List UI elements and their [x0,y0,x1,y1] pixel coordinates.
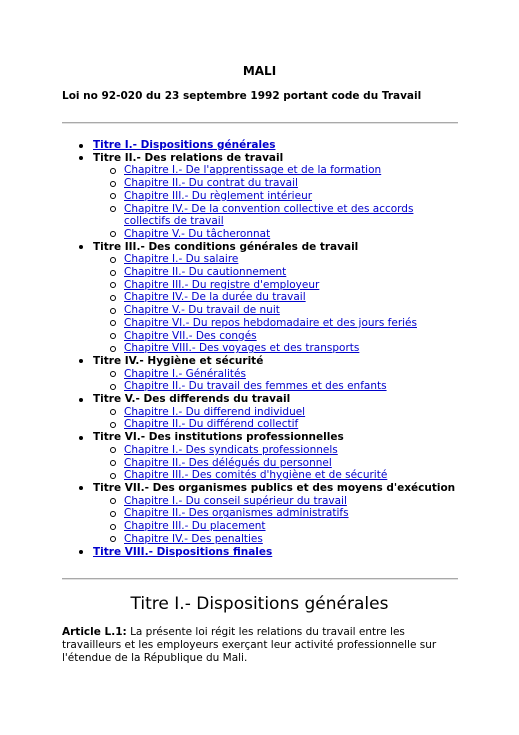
chapter-link[interactable]: Chapitre III.- Des comités d'hygiène et de sécurité [124,469,388,482]
chapter-item[interactable] [93,520,462,533]
chapter-list [93,253,462,355]
chapter-item[interactable] [93,368,462,381]
toc-titre-link[interactable]: Titre I.- Dispositions générales [93,139,276,151]
article-text: La présente loi régit les relations du travail entre les travailleurs et les employeurs exerçant leur activité professionnelle sur l'étendue de la République du Mali. [62,626,437,664]
chapter-link[interactable]: Chapitre IV.- Des penalties [124,532,263,545]
article-paragraph [62,626,462,665]
chapter-link[interactable]: Chapitre I.- Des syndicats professionnels [124,443,338,456]
toc-titre-item [62,393,462,431]
law-title: Loi no 92-020 du 23 septembre 1992 portant code du Travail [62,90,422,102]
chapter-item[interactable] [93,457,462,470]
chapter-list [93,495,462,546]
toc-titre-label: Titre V.- Des differends du travail [93,393,291,406]
toc-titre-item [62,152,462,241]
chapter-item[interactable] [93,507,462,520]
chapter-list [93,164,462,240]
toc-titre-item [62,241,462,355]
toc-titre-label: Titre VI.- Des institutions professionnelles [93,431,344,444]
chapter-link[interactable]: Chapitre II.- Des organismes administratifs [124,507,349,520]
chapter-link[interactable]: Chapitre II.- Du contrat du travail [124,177,298,190]
top-divider [62,122,458,124]
chapter-link[interactable]: Chapitre IV.- De la convention collective et des accords collectifs de travail [124,202,414,228]
chapter-item[interactable] [93,495,462,508]
toc-titre-label: Titre III.- Des conditions générales de travail [93,240,359,253]
toc-titre-item [62,355,462,393]
chapter-link[interactable]: Chapitre II.- Du cautionnement [124,266,287,279]
chapter-item[interactable] [93,304,462,317]
chapter-link[interactable]: Chapitre VIII.- Des voyages et des transports [124,342,360,355]
chapter-item[interactable] [93,380,462,393]
chapter-link[interactable]: Chapitre III.- Du placement [124,520,266,533]
chapter-link[interactable]: Chapitre II.- Du travail des femmes et des enfants [124,380,387,393]
chapter-item[interactable] [93,228,462,241]
chapter-link[interactable]: Chapitre III.- Du registre d'employeur [124,278,320,291]
chapter-list [93,368,462,393]
chapter-item[interactable] [93,418,462,431]
chapter-item[interactable] [93,342,462,355]
chapter-link[interactable]: Chapitre V.- Du tâcheronnat [124,227,271,240]
chapter-item[interactable] [93,190,462,203]
bottom-divider [62,578,458,580]
toc-titre-item [62,431,462,482]
toc-titre-link[interactable]: Titre VIII.- Dispositions finales [93,545,273,558]
toc-titre-label: Titre IV.- Hygiène et sécurité [93,354,264,367]
country-heading: MALI [242,64,277,78]
chapter-item[interactable] [93,266,462,279]
toc-titre-item[interactable] [62,139,462,152]
toc-titre-item[interactable] [62,546,462,559]
chapter-list [93,444,462,482]
chapter-item[interactable] [93,317,462,330]
toc-titre-item [62,482,462,546]
chapter-item[interactable] [93,330,462,343]
chapter-link[interactable]: Chapitre I.- Du differend individuel [124,405,306,418]
chapter-link[interactable]: Chapitre VI.- Du repos hebdomadaire et des jours feriés [124,316,417,329]
chapter-item[interactable] [93,279,462,292]
chapter-list [93,406,462,431]
chapter-link[interactable]: Chapitre III.- Du règlement intérieur [124,189,313,202]
chapter-item[interactable] [93,533,462,546]
chapter-link[interactable]: Chapitre I.- Du salaire [124,253,239,266]
chapter-link[interactable]: Chapitre II.- Du différend collectif [124,418,299,431]
chapter-item[interactable] [93,406,462,419]
toc-titre-label: Titre II.- Des relations de travail [93,151,284,164]
chapter-item[interactable] [93,469,462,482]
chapter-link[interactable]: Chapitre II.- Des délégués du personnel [124,456,332,469]
toc-titre-label: Titre VII.- Des organismes publics et des moyens d'exécution [93,481,456,494]
chapter-link[interactable]: Chapitre I.- Du conseil supérieur du travail [124,494,347,507]
chapter-item[interactable] [93,177,462,190]
chapter-link[interactable]: Chapitre IV.- De la durée du travail [124,291,306,304]
chapter-item[interactable] [93,203,462,228]
chapter-item[interactable] [93,291,462,304]
chapter-item[interactable] [93,444,462,457]
chapter-link[interactable]: Chapitre I.- Généralités [124,367,246,380]
chapter-link[interactable]: Chapitre VII.- Des congés [124,329,257,342]
chapter-link[interactable]: Chapitre V.- Du travail de nuit [124,304,280,317]
chapter-item[interactable] [93,164,462,177]
table-of-contents [62,139,462,558]
section-heading: Titre I.- Dispositions générales [130,594,389,614]
chapter-item[interactable] [93,253,462,266]
article-label: Article L.1: [62,626,127,638]
chapter-link[interactable]: Chapitre I.- De l'apprentissage et de la formation [124,164,382,177]
